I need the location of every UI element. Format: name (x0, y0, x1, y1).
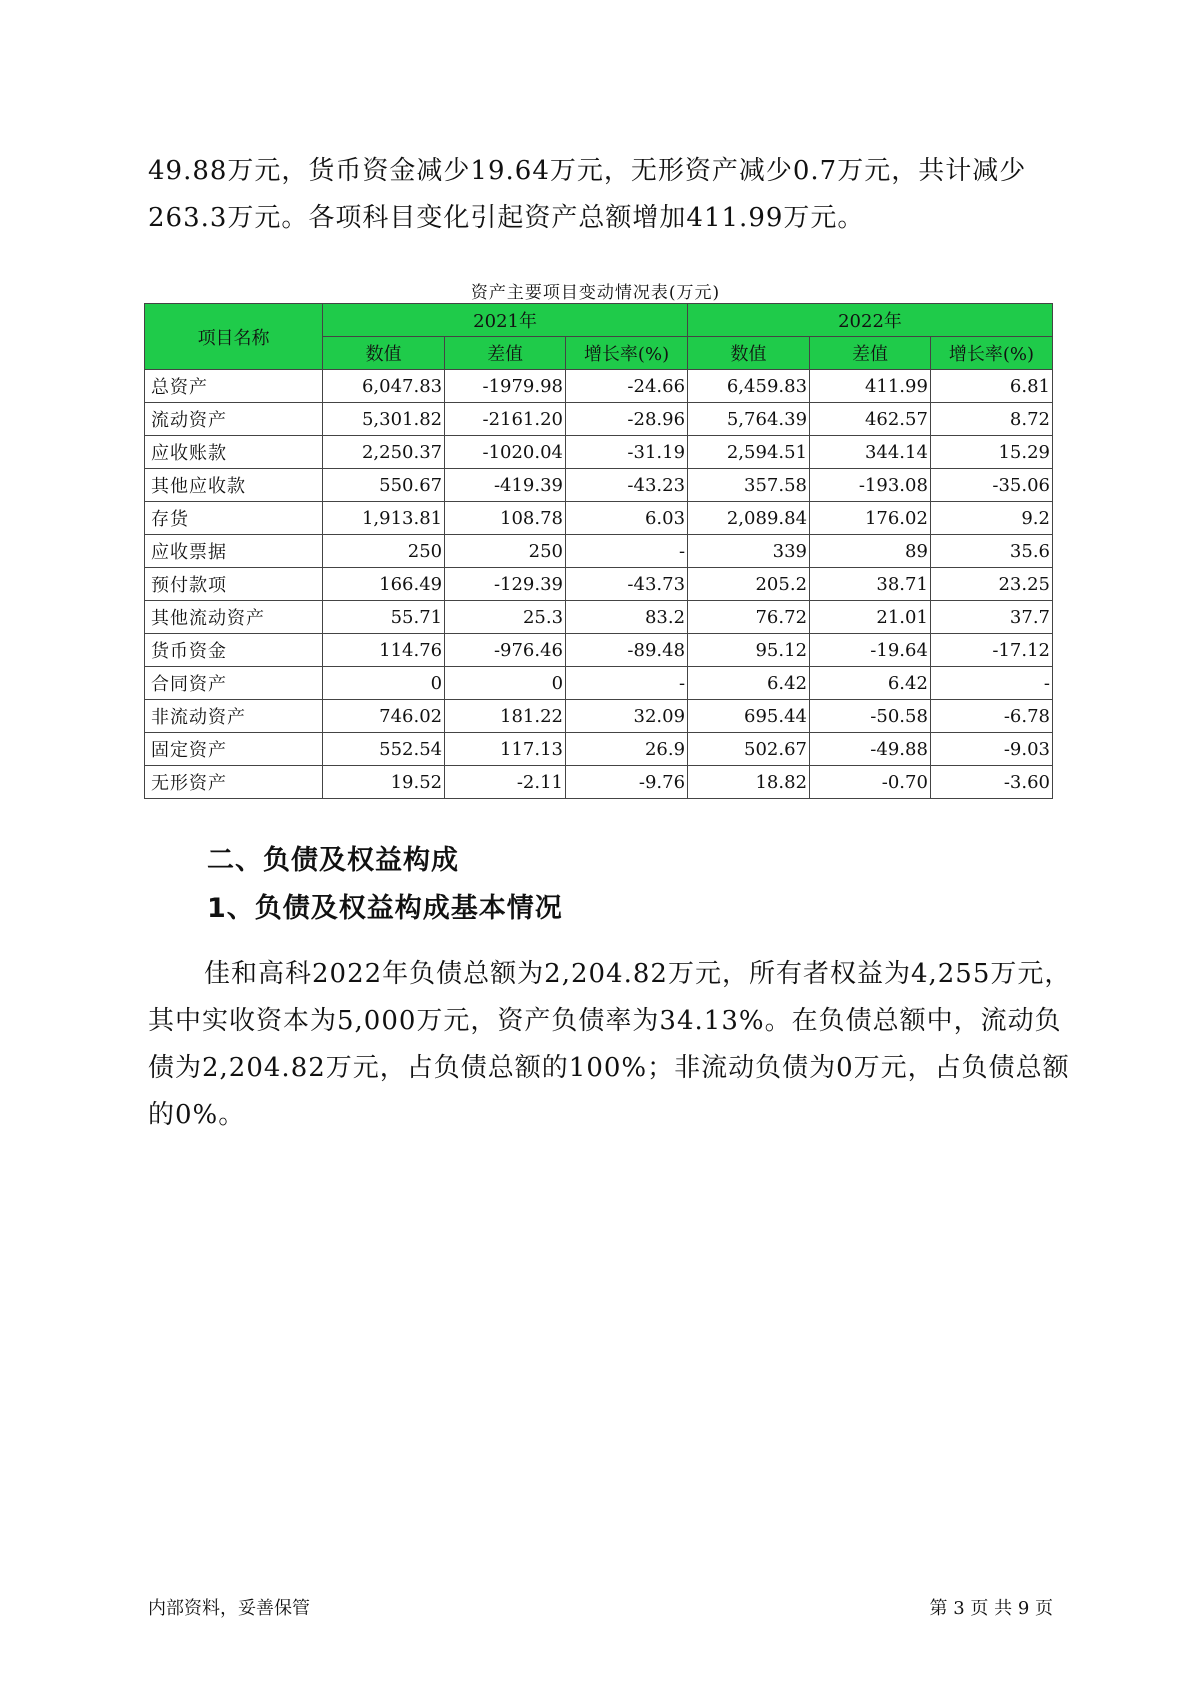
subheader-value-2021: 数值 (323, 337, 445, 370)
row-value-cell: 2,250.37 (323, 436, 445, 469)
row-value-cell: -2161.20 (445, 403, 566, 436)
table-row (145, 568, 1053, 601)
table-row (145, 469, 1053, 502)
row-value-cell: 344.14 (810, 436, 931, 469)
row-value-cell: -0.70 (810, 766, 931, 799)
row-item-name: 其他流动资产 (145, 601, 323, 634)
row-value-cell: 83.2 (566, 601, 688, 634)
row-value-cell: 76.72 (688, 601, 810, 634)
row-value-cell: 32.09 (566, 700, 688, 733)
row-value-cell: -43.23 (566, 469, 688, 502)
row-value-cell: 6,047.83 (323, 370, 445, 403)
row-value-cell: 6.81 (930, 370, 1052, 403)
row-value-cell: 339 (688, 535, 810, 568)
row-value-cell: 176.02 (810, 502, 931, 535)
row-value-cell: 250 (445, 535, 566, 568)
subheader-value-2022: 数值 (688, 337, 810, 370)
row-value-cell: - (566, 667, 688, 700)
row-item-name: 应收票据 (145, 535, 323, 568)
intro-line-1: 49.88万元，货币资金减少19.64万元，无形资产减少0.7万元，共计减少 (148, 156, 1027, 186)
liability-line-1: 佳和高科2022年负债总额为2,204.82万元，所有者权益为4,255万元， (204, 959, 1072, 989)
row-item-name: 流动资产 (145, 403, 323, 436)
table-row (145, 535, 1053, 568)
row-value-cell: 0 (445, 667, 566, 700)
row-item-name: 非流动资产 (145, 700, 323, 733)
row-value-cell: -43.73 (566, 568, 688, 601)
row-item-name: 应收账款 (145, 436, 323, 469)
row-value-cell: -89.48 (566, 634, 688, 667)
liability-paragraph (148, 951, 1072, 1139)
subheader-growth-2022: 增长率(%) (930, 337, 1052, 370)
row-value-cell: -9.76 (566, 766, 688, 799)
row-value-cell: -1020.04 (445, 436, 566, 469)
row-item-name: 货币资金 (145, 634, 323, 667)
row-value-cell: -35.06 (930, 469, 1052, 502)
footer-confidential-note: 内部资料，妥善保管 (148, 1598, 310, 1619)
row-value-cell: -49.88 (810, 733, 931, 766)
row-item-name: 存货 (145, 502, 323, 535)
row-value-cell: - (566, 535, 688, 568)
section-heading: 二、负债及权益构成 (207, 845, 459, 876)
row-value-cell: 6,459.83 (688, 370, 810, 403)
subsection-heading: 1、负债及权益构成基本情况 (207, 893, 563, 924)
row-value-cell: 2,594.51 (688, 436, 810, 469)
row-value-cell: 5,301.82 (323, 403, 445, 436)
row-value-cell: 95.12 (688, 634, 810, 667)
row-value-cell: 552.54 (323, 733, 445, 766)
row-value-cell: 462.57 (810, 403, 931, 436)
header-item-name: 项目名称 (145, 304, 323, 370)
header-year-2022: 2022年 (688, 304, 1053, 337)
row-value-cell: -2.11 (445, 766, 566, 799)
liability-line-2: 其中实收资本为5,000万元，资产负债率为34.13%。在负债总额中，流动负 (148, 1006, 1062, 1036)
subheader-growth-2021: 增长率(%) (566, 337, 688, 370)
table-row (145, 370, 1053, 403)
table-body (145, 370, 1053, 799)
row-value-cell: 6.42 (688, 667, 810, 700)
row-value-cell: 6.03 (566, 502, 688, 535)
row-value-cell: 357.58 (688, 469, 810, 502)
table-row (145, 667, 1053, 700)
row-value-cell: -129.39 (445, 568, 566, 601)
row-value-cell: 695.44 (688, 700, 810, 733)
row-value-cell: -17.12 (930, 634, 1052, 667)
row-value-cell: 117.13 (445, 733, 566, 766)
row-value-cell: -9.03 (930, 733, 1052, 766)
row-value-cell: -3.60 (930, 766, 1052, 799)
row-value-cell: 15.29 (930, 436, 1052, 469)
row-value-cell: 35.6 (930, 535, 1052, 568)
row-value-cell: 0 (323, 667, 445, 700)
row-value-cell: 23.25 (930, 568, 1052, 601)
row-item-name: 总资产 (145, 370, 323, 403)
row-value-cell: 26.9 (566, 733, 688, 766)
row-value-cell: 2,089.84 (688, 502, 810, 535)
row-value-cell: 8.72 (930, 403, 1052, 436)
row-value-cell: 89 (810, 535, 931, 568)
row-value-cell: - (930, 667, 1052, 700)
row-value-cell: -6.78 (930, 700, 1052, 733)
row-value-cell: 746.02 (323, 700, 445, 733)
row-value-cell: 250 (323, 535, 445, 568)
row-value-cell: -419.39 (445, 469, 566, 502)
row-value-cell: 114.76 (323, 634, 445, 667)
row-value-cell: 411.99 (810, 370, 931, 403)
row-value-cell: -31.19 (566, 436, 688, 469)
table-row (145, 733, 1053, 766)
row-value-cell: -50.58 (810, 700, 931, 733)
footer-page-number: 第 3 页 共 9 页 (929, 1598, 1053, 1619)
table-row (145, 601, 1053, 634)
row-value-cell: -193.08 (810, 469, 931, 502)
table-caption: 资产主要项目变动情况表(万元) (470, 283, 721, 303)
row-value-cell: 5,764.39 (688, 403, 810, 436)
row-value-cell: 9.2 (930, 502, 1052, 535)
table-row (145, 766, 1053, 799)
row-value-cell: 181.22 (445, 700, 566, 733)
row-value-cell: 6.42 (810, 667, 931, 700)
row-value-cell: 205.2 (688, 568, 810, 601)
row-value-cell: -19.64 (810, 634, 931, 667)
row-value-cell: 21.01 (810, 601, 931, 634)
row-value-cell: 1,913.81 (323, 502, 445, 535)
row-value-cell: 550.67 (323, 469, 445, 502)
row-value-cell: -976.46 (445, 634, 566, 667)
row-value-cell: 166.49 (323, 568, 445, 601)
row-item-name: 预付款项 (145, 568, 323, 601)
table-row (145, 502, 1053, 535)
table-row (145, 634, 1053, 667)
liability-line-4: 的0%。 (148, 1100, 246, 1130)
intro-line-2: 263.3万元。各项科目变化引起资产总额增加411.99万元。 (148, 203, 865, 233)
row-value-cell: 38.71 (810, 568, 931, 601)
row-value-cell: 55.71 (323, 601, 445, 634)
header-year-2021: 2021年 (323, 304, 688, 337)
row-item-name: 合同资产 (145, 667, 323, 700)
row-value-cell: 108.78 (445, 502, 566, 535)
row-item-name: 固定资产 (145, 733, 323, 766)
row-value-cell: 37.7 (930, 601, 1052, 634)
row-value-cell: -28.96 (566, 403, 688, 436)
liability-line-3: 债为2,204.82万元，占负债总额的100%；非流动负债为0万元，占负债总额 (148, 1053, 1070, 1083)
row-value-cell: -24.66 (566, 370, 688, 403)
row-value-cell: -1979.98 (445, 370, 566, 403)
asset-change-table (144, 303, 1053, 799)
row-value-cell: 25.3 (445, 601, 566, 634)
row-value-cell: 18.82 (688, 766, 810, 799)
table-row (145, 700, 1053, 733)
row-value-cell: 19.52 (323, 766, 445, 799)
row-item-name: 无形资产 (145, 766, 323, 799)
subheader-diff-2021: 差值 (445, 337, 566, 370)
intro-paragraph (148, 148, 1048, 242)
table-row (145, 436, 1053, 469)
row-item-name: 其他应收款 (145, 469, 323, 502)
row-value-cell: 502.67 (688, 733, 810, 766)
subheader-diff-2022: 差值 (810, 337, 931, 370)
table-row (145, 403, 1053, 436)
